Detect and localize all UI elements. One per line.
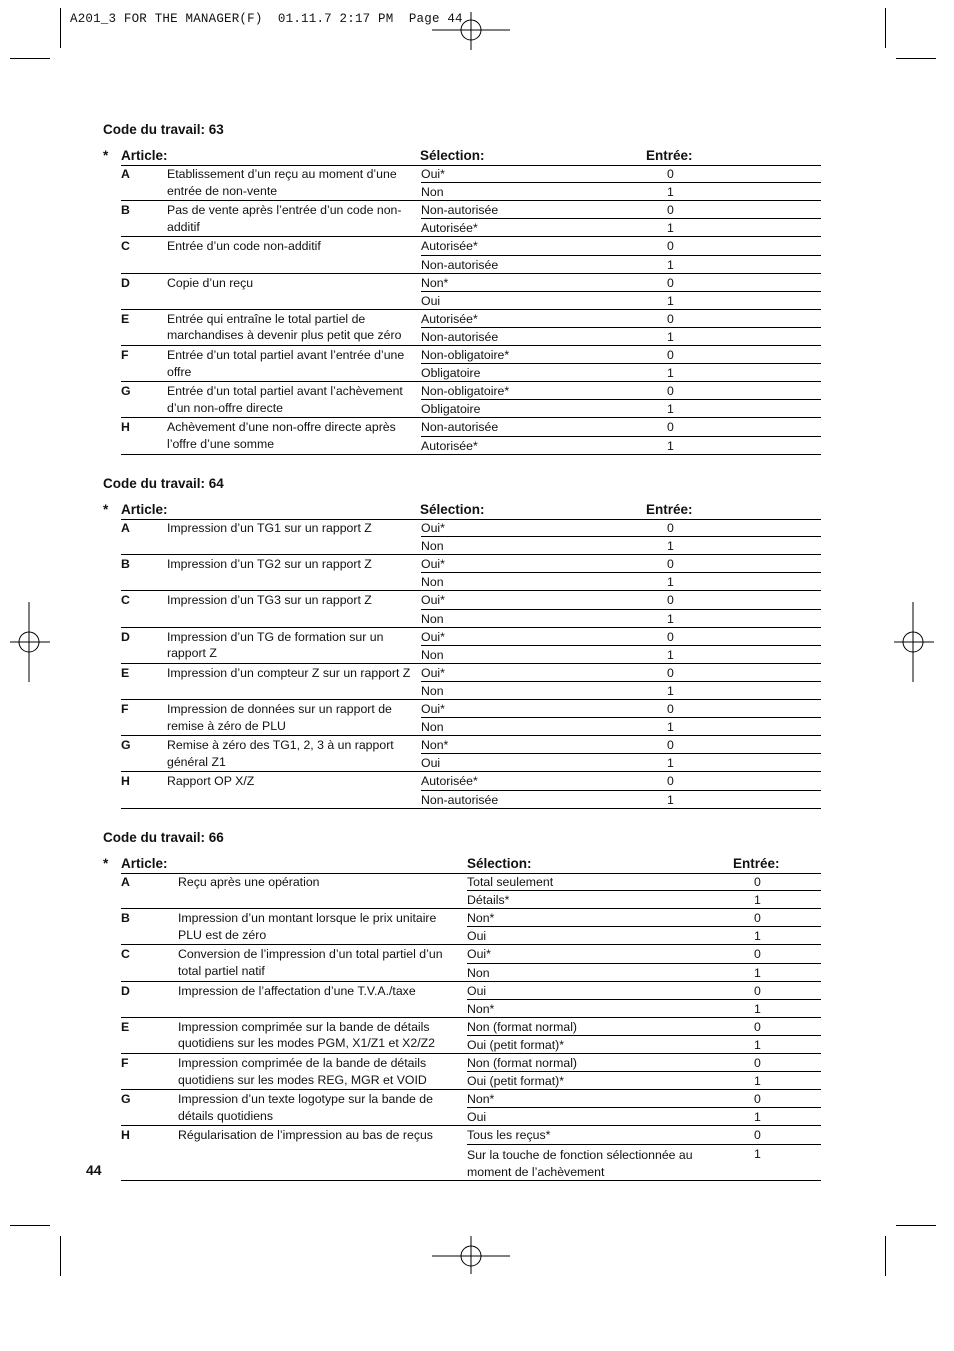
selection-option xyxy=(421,772,821,790)
option-entry-value: 0 xyxy=(667,420,674,435)
row-description: Remise à zéro des TG1, 2, 3 à un rapport général Z1 xyxy=(167,738,394,769)
selection-option xyxy=(467,1108,821,1126)
row-letter: B xyxy=(121,911,130,926)
option-label: Obligatoire xyxy=(421,366,481,381)
selection-option xyxy=(421,555,821,573)
selection-option xyxy=(421,437,821,455)
option-entry-value: 0 xyxy=(754,983,761,998)
option-label: Sur la touche de fonction sélectionnée au moment de l’achèvement xyxy=(467,1147,693,1179)
row-description: Impression comprimée de la bande de détails quotidiens sur les modes REG, MGR et VOID xyxy=(178,1056,427,1087)
page-number: 44 xyxy=(86,1162,102,1178)
row-letter: F xyxy=(121,348,129,362)
option-label: Non* xyxy=(467,1001,495,1016)
crop-mark xyxy=(896,1225,936,1226)
row-rule xyxy=(121,454,821,455)
option-entry-value: 1 xyxy=(667,756,674,771)
selection-option xyxy=(421,400,821,418)
header-entry: Entrée: xyxy=(646,502,693,517)
option-label: Oui xyxy=(467,1110,487,1125)
option-label: Oui (petit format)* xyxy=(467,1074,565,1089)
selection-option xyxy=(467,1000,821,1018)
section-title: Code du travail: 66 xyxy=(103,830,224,845)
selection-option xyxy=(421,573,821,591)
selection-option xyxy=(467,964,821,982)
option-entry-value: 0 xyxy=(667,167,674,181)
option-label: Détails* xyxy=(467,893,510,908)
option-label: Oui* xyxy=(421,629,445,644)
option-label: Non-obligatoire* xyxy=(421,348,510,362)
option-label: Autorisée* xyxy=(421,221,478,236)
header-article: Article: xyxy=(121,856,168,871)
option-label: Oui xyxy=(467,929,487,944)
row-letter: H xyxy=(121,1128,130,1143)
row-letter: E xyxy=(121,665,130,680)
row-letter: D xyxy=(121,275,130,290)
selection-option xyxy=(467,982,821,1000)
row-description: Achèvement d’une non-offre directe après l’offre d’une somme xyxy=(167,420,396,451)
row-letter: D xyxy=(121,629,130,644)
selection-option xyxy=(421,610,821,628)
option-label: Non (format normal) xyxy=(467,1056,578,1070)
row-rule xyxy=(121,1180,821,1181)
selection-option xyxy=(467,909,821,927)
option-label: Non* xyxy=(421,275,449,290)
row-letter: C xyxy=(121,593,130,608)
row-letter: F xyxy=(121,702,129,716)
row-letter: A xyxy=(121,167,130,181)
option-entry-value: 0 xyxy=(667,557,674,572)
row-letter: E xyxy=(121,311,130,326)
option-entry-value: 1 xyxy=(754,1110,761,1125)
selection-option xyxy=(421,418,821,436)
selection-option xyxy=(421,736,821,754)
crop-mark xyxy=(60,8,61,48)
option-entry-value: 1 xyxy=(667,293,674,308)
option-entry-value: 1 xyxy=(754,1037,761,1052)
selection-option xyxy=(421,274,821,292)
selection-option xyxy=(421,718,821,736)
selection-option xyxy=(421,646,821,664)
option-label: Non xyxy=(421,611,444,626)
option-entry-value: 1 xyxy=(754,1001,761,1016)
registration-mark-icon xyxy=(430,1236,512,1276)
crop-mark xyxy=(896,58,936,59)
row-letter: F xyxy=(121,1056,129,1070)
option-entry-value: 1 xyxy=(667,438,674,453)
option-entry-value: 0 xyxy=(754,1019,761,1034)
option-label: Autorisée* xyxy=(421,438,478,453)
row-letter: A xyxy=(121,875,130,889)
header-selection: Sélection: xyxy=(420,148,485,163)
option-entry-value: 0 xyxy=(754,947,761,962)
option-entry-value: 1 xyxy=(667,221,674,236)
option-label: Oui* xyxy=(421,167,445,181)
option-label: Non-autorisée xyxy=(421,420,499,435)
row-description: Rapport OP X/Z xyxy=(167,774,255,789)
option-label: Non-autorisée xyxy=(421,203,499,218)
selection-option xyxy=(467,873,821,891)
selection-option xyxy=(421,382,821,400)
row-rule xyxy=(121,808,821,809)
option-entry-value: 0 xyxy=(667,203,674,218)
selection-option xyxy=(467,1090,821,1108)
code-section xyxy=(103,830,821,1179)
option-entry-value: 0 xyxy=(667,348,674,362)
section-title: Code du travail: 63 xyxy=(103,122,224,137)
option-entry-value: 0 xyxy=(667,311,674,326)
selection-option xyxy=(421,628,821,646)
selection-option xyxy=(421,519,821,537)
row-description: Impression d’un TG3 sur un rapport Z xyxy=(167,593,372,608)
option-label: Non* xyxy=(421,738,449,753)
option-entry-value: 1 xyxy=(667,575,674,590)
option-entry-value: 0 xyxy=(667,384,674,399)
selection-option xyxy=(421,682,821,700)
row-description: Impression d’un TG de formation sur un rapport Z xyxy=(167,629,384,661)
selection-option xyxy=(421,183,821,201)
table-header xyxy=(103,148,821,166)
selection-option xyxy=(421,256,821,274)
section-title: Code du travail: 64 xyxy=(103,476,224,491)
option-label: Non xyxy=(421,720,444,735)
selection-option xyxy=(421,364,821,382)
option-label: Non-autorisée xyxy=(421,792,499,807)
selection-option xyxy=(467,1054,821,1072)
row-description: Impression de l’affectation d’une T.V.A./taxe xyxy=(178,983,416,998)
option-label: Autorisée* xyxy=(421,311,478,326)
row-letter: E xyxy=(121,1019,130,1034)
row-description: Copie d’un reçu xyxy=(167,275,254,290)
row-description: Régularisation de l’impression au bas de reçus xyxy=(178,1128,433,1143)
option-entry-value: 0 xyxy=(667,702,674,716)
option-entry-value: 0 xyxy=(754,875,761,889)
code-section xyxy=(103,476,821,816)
option-label: Non xyxy=(421,647,444,662)
option-entry-value: 0 xyxy=(667,275,674,290)
selection-option xyxy=(467,891,821,909)
option-label: Oui* xyxy=(421,557,445,572)
row-description: Impression d’un compteur Z sur un rapport Z xyxy=(167,665,411,680)
option-label: Non-autorisée xyxy=(421,257,499,272)
row-letter: H xyxy=(121,420,130,435)
option-label: Obligatoire xyxy=(421,402,481,417)
header-asterisk: * xyxy=(103,148,109,163)
option-label: Oui* xyxy=(467,947,491,962)
selection-option xyxy=(467,927,821,945)
option-entry-value: 1 xyxy=(667,366,674,381)
selection-option xyxy=(421,791,821,809)
print-header: A201_3 FOR THE MANAGER(F) 01.11.7 2:17 PM Page 44 xyxy=(70,12,463,26)
row-description: Entrée d’un total partiel avant l’achèvement d’un non-offre directe xyxy=(167,384,403,415)
option-entry-value: 1 xyxy=(667,647,674,662)
row-letter: A xyxy=(121,521,130,535)
header-entry: Entrée: xyxy=(646,148,693,163)
row-description: Entrée d’un code non-additif xyxy=(167,239,321,254)
crop-mark xyxy=(60,1236,61,1276)
option-entry-value: 0 xyxy=(667,629,674,644)
selection-option xyxy=(467,1145,821,1181)
selection-option xyxy=(421,591,821,609)
selection-option xyxy=(421,754,821,772)
option-entry-value: 1 xyxy=(667,329,674,344)
row-letter: B xyxy=(121,203,130,218)
selection-option xyxy=(467,1072,821,1090)
header-entry: Entrée: xyxy=(733,856,780,871)
option-label: Oui* xyxy=(421,593,445,608)
option-entry-value: 1 xyxy=(667,611,674,626)
option-label: Total seulement xyxy=(467,875,554,889)
option-label: Non xyxy=(421,575,444,590)
option-entry-value: 1 xyxy=(667,683,674,698)
header-selection: Sélection: xyxy=(467,856,532,871)
crop-mark xyxy=(885,8,886,48)
option-label: Autorisée* xyxy=(421,239,478,254)
option-label: Non (format normal) xyxy=(467,1019,578,1034)
selection-option xyxy=(421,700,821,718)
registration-mark-icon xyxy=(892,602,936,682)
row-description: Impression d’un montant lorsque le prix unitaire PLU est de zéro xyxy=(178,911,437,942)
row-letter: C xyxy=(121,239,130,254)
option-entry-value: 1 xyxy=(754,1074,761,1089)
header-article: Article: xyxy=(121,502,168,517)
option-label: Autorisée* xyxy=(421,774,478,789)
option-entry-value: 1 xyxy=(667,185,674,200)
header-asterisk: * xyxy=(103,502,109,517)
selection-option xyxy=(421,201,821,219)
crop-mark xyxy=(10,1225,50,1226)
option-label: Non-autorisée xyxy=(421,329,499,344)
row-letter: G xyxy=(121,1092,131,1107)
row-description: Etablissement d’un reçu au moment d’une entrée de non-vente xyxy=(167,167,397,198)
option-label: Non xyxy=(421,185,444,200)
option-entry-value: 0 xyxy=(754,1128,761,1143)
option-label: Non-obligatoire* xyxy=(421,384,510,399)
row-description: Conversion de l’impression d’un total partiel d’un total partiel natif xyxy=(178,947,443,978)
option-entry-value: 1 xyxy=(667,257,674,272)
selection-option xyxy=(421,310,821,328)
option-entry-value: 0 xyxy=(667,239,674,254)
selection-option xyxy=(467,1018,821,1036)
row-description: Impression comprimée sur la bande de détails quotidiens sur les modes PGM, X1/Z1 et X2/Z2 xyxy=(178,1019,435,1051)
option-entry-value: 1 xyxy=(754,893,761,908)
row-letter: C xyxy=(121,947,130,962)
selection-option xyxy=(421,237,821,255)
row-description: Impression d’un TG1 sur un rapport Z xyxy=(167,521,372,535)
selection-option xyxy=(421,219,821,237)
selection-option xyxy=(467,1036,821,1054)
option-label: Tous les reçus* xyxy=(467,1128,551,1143)
crop-mark xyxy=(10,58,50,59)
option-entry-value: 0 xyxy=(667,665,674,680)
selection-option xyxy=(421,537,821,555)
selection-option xyxy=(421,328,821,346)
option-label: Oui xyxy=(467,983,487,998)
option-entry-value: 1 xyxy=(667,539,674,554)
option-entry-value: 0 xyxy=(754,1056,761,1070)
selection-option xyxy=(421,292,821,310)
row-letter: G xyxy=(121,384,131,399)
selection-option xyxy=(421,664,821,682)
selection-option xyxy=(467,945,821,963)
table-header xyxy=(103,502,821,520)
crop-mark xyxy=(885,1236,886,1276)
header-asterisk: * xyxy=(103,856,109,871)
selection-option xyxy=(421,165,821,183)
row-letter: D xyxy=(121,983,130,998)
option-entry-value: 0 xyxy=(667,521,674,535)
row-description: Entrée d’un total partiel avant l’entrée d’une offre xyxy=(167,348,405,379)
option-entry-value: 1 xyxy=(667,402,674,417)
option-entry-value: 0 xyxy=(667,738,674,753)
option-label: Oui* xyxy=(421,521,445,535)
option-entry-value: 1 xyxy=(667,792,674,807)
option-label: Oui* xyxy=(421,665,445,680)
option-entry-value: 0 xyxy=(667,593,674,608)
option-label: Oui xyxy=(421,756,441,771)
option-entry-value: 1 xyxy=(754,929,761,944)
option-entry-value: 0 xyxy=(667,774,674,789)
row-letter: B xyxy=(121,557,130,572)
option-label: Non xyxy=(421,683,444,698)
option-label: Oui* xyxy=(421,702,445,716)
row-description: Reçu après une opération xyxy=(178,875,320,889)
option-entry-value: 0 xyxy=(754,911,761,926)
option-label: Non xyxy=(421,539,444,554)
row-description: Impression d’un texte logotype sur la bande de détails quotidiens xyxy=(178,1092,433,1123)
option-label: Non* xyxy=(467,911,495,926)
selection-option xyxy=(467,1126,821,1144)
header-selection: Sélection: xyxy=(420,502,485,517)
registration-mark-icon xyxy=(8,602,52,682)
code-section xyxy=(103,122,821,462)
row-letter: H xyxy=(121,774,130,789)
row-letter: G xyxy=(121,738,131,753)
selection-option xyxy=(421,346,821,364)
option-entry-value: 1 xyxy=(754,965,761,980)
row-description: Pas de vente après l’entrée d’un code non-additif xyxy=(167,203,402,234)
row-description: Impression de données sur un rapport de remise à zéro de PLU xyxy=(167,702,392,733)
option-label: Oui xyxy=(421,293,441,308)
row-description: Entrée qui entraîne le total partiel de marchandises à devenir plus petit que zéro xyxy=(167,311,402,343)
row-description: Impression d’un TG2 sur un rapport Z xyxy=(167,557,372,572)
option-label: Non* xyxy=(467,1092,495,1107)
option-label: Non xyxy=(467,965,490,980)
option-label: Oui (petit format)* xyxy=(467,1037,565,1052)
header-article: Article: xyxy=(121,148,168,163)
option-entry-value: 1 xyxy=(754,1146,761,1161)
option-entry-value: 0 xyxy=(754,1092,761,1107)
table-header xyxy=(103,856,821,874)
option-entry-value: 1 xyxy=(667,720,674,735)
